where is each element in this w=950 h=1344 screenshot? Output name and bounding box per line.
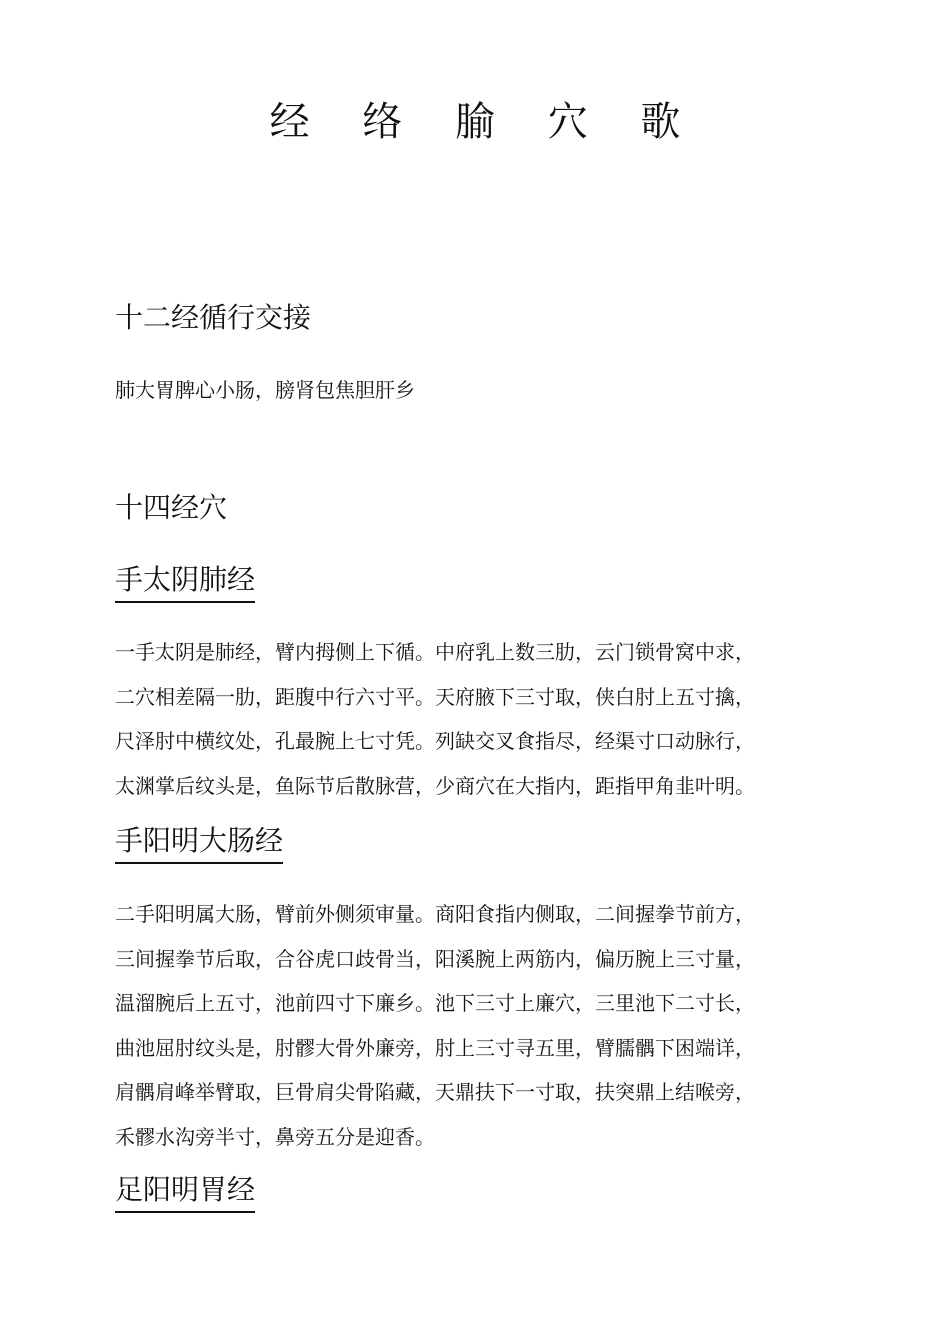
- verse-line: 温溜腕后上五寸，池前四寸下廉乡。池下三寸上廉穴，三里池下二寸长，: [115, 991, 755, 1015]
- section-heading-meridian-circulation: 十二经循行交接: [115, 301, 312, 334]
- meridian-heading-large-intestine: 手阳明大肠经: [115, 823, 283, 864]
- verse-line: 肩髃肩峰举臂取，巨骨肩尖骨陷藏，天鼎扶下一寸取，扶突鼎上结喉旁，: [115, 1080, 755, 1104]
- meridian-circulation-text: 肺大胃脾心小肠，膀肾包焦胆肝乡: [115, 378, 415, 402]
- meridian-heading-stomach: 足阳明胃经: [115, 1172, 255, 1213]
- verse-line: 二穴相差隔一肋，距腹中行六寸平。天府腋下三寸取，侠白肘上五寸擒，: [115, 684, 755, 709]
- meridian-heading-lung: 手太阴肺经: [115, 562, 255, 603]
- verse-line: 太渊掌后纹头是，鱼际节后散脉营，少商穴在大指内，距指甲角韭叶明。: [115, 773, 755, 798]
- verse-line: 二手阳明属大肠，臂前外侧须审量。商阳食指内侧取，二间握拳节前方，: [115, 902, 755, 926]
- verse-large-intestine-meridian: [115, 900, 835, 1167]
- verse-line: 禾髎水沟旁半寸，鼻旁五分是迎香。: [115, 1124, 435, 1149]
- verse-line: 一手太阴是肺经，臂内拇侧上下循。中府乳上数三肋，云门锁骨窝中求，: [115, 640, 755, 664]
- verse-line: 三间握拳节后取，合谷虎口歧骨当，阳溪腕上两筋内，偏历腕上三寸量，: [115, 946, 755, 971]
- verse-line: 尺泽肘中横纹处，孔最腕上七寸凭。列缺交叉食指尽，经渠寸口动脉行，: [115, 729, 755, 753]
- verse-line: 曲池屈肘纹头是，肘髎大骨外廉旁，肘上三寸寻五里，臂臑髃下困端详，: [115, 1035, 755, 1060]
- section-heading-fourteen-meridians: 十四经穴: [115, 491, 228, 524]
- document-title: 经 络 腧 穴 歌: [269, 99, 701, 145]
- verse-lung-meridian: [115, 638, 835, 816]
